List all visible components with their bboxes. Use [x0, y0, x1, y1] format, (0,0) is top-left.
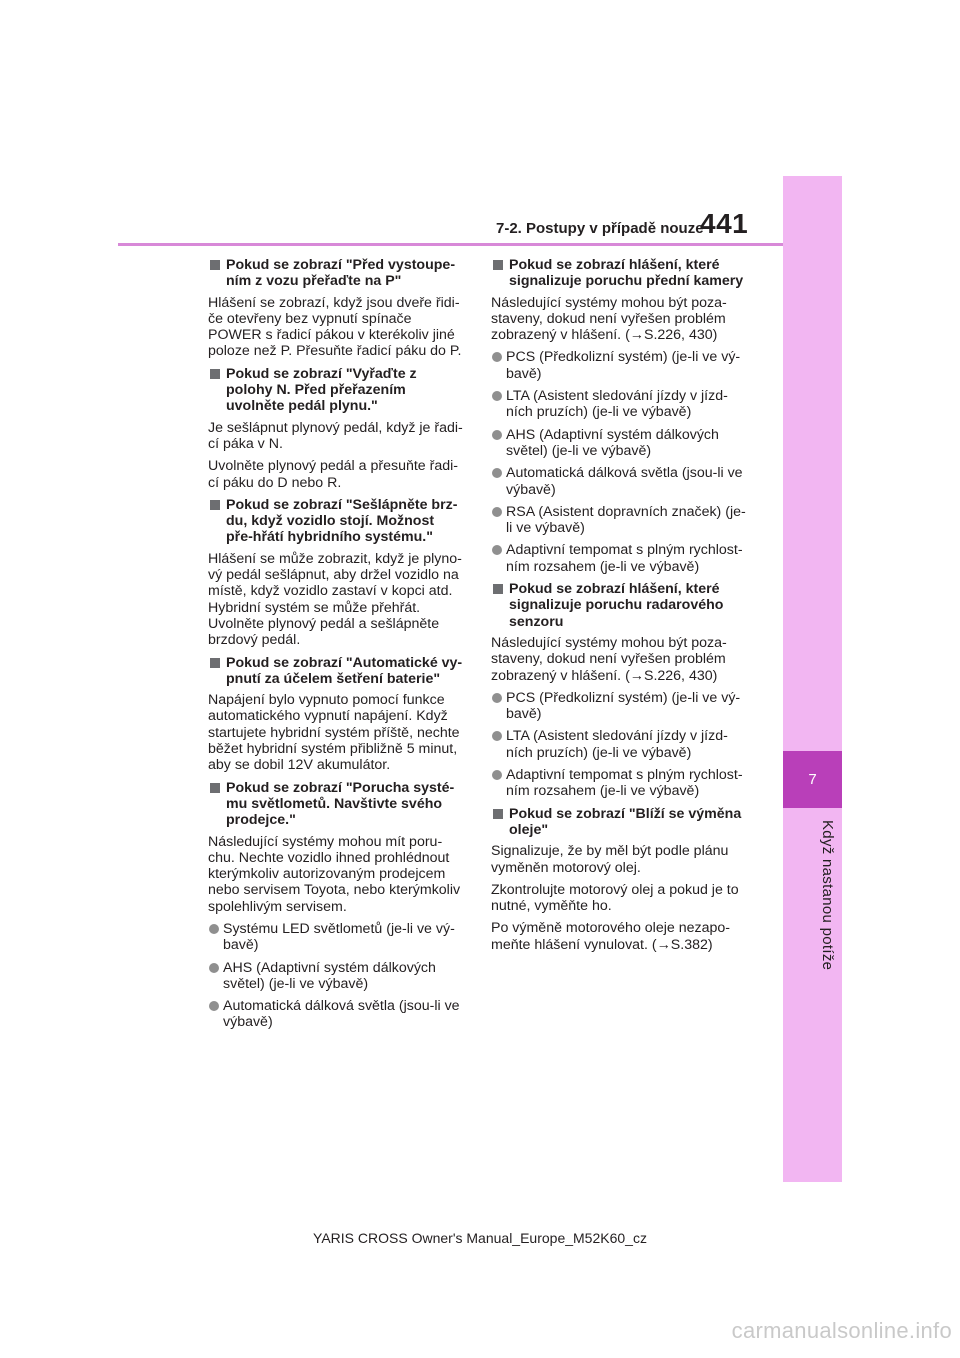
- circle-bullet-icon: [492, 770, 502, 780]
- heading-text: Pokud se zobrazí "Automatické vy-pnutí za účelem šetření baterie": [226, 654, 463, 687]
- paragraph: Po výměně motorového oleje nezapo-meňte hlášení vynulovat. (→S.382): [491, 920, 730, 953]
- bullet-item: [491, 427, 747, 460]
- circle-bullet-icon: [492, 391, 502, 401]
- chapter-side-label: Když nastanou potíže: [819, 820, 836, 971]
- section-heading: [208, 366, 464, 415]
- circle-bullet-icon: [492, 352, 502, 362]
- circle-bullet-icon: [209, 924, 219, 934]
- paragraph: Následující systémy mohou být poza-staveny, dokud není vyřešen problém zobrazený v hlášení. (→S.226, 430): [491, 634, 727, 684]
- circle-bullet-icon: [209, 1001, 219, 1011]
- left-column: [208, 257, 464, 1037]
- circle-bullet-icon: [492, 468, 502, 478]
- bullet-text: Automatická dálková světla (jsou-li ve výbavě): [223, 998, 460, 1031]
- square-bullet-icon: [210, 783, 220, 793]
- bullet-text: LTA (Asistent sledování jízdy v jízd-ních pruzích) (je-li ve výbavě): [506, 388, 728, 421]
- bullet-item: [208, 960, 464, 993]
- bullet-text: Adaptivní tempomat s plným rychlost-ním rozsahem (je-li ve výbavě): [506, 767, 743, 800]
- bullet-item: [208, 921, 464, 954]
- footer-text: YARIS CROSS Owner's Manual_Europe_M52K60_cz: [313, 1230, 647, 1246]
- paragraph: Napájení bylo vypnuto pomocí funkce automatického vypnutí napájení. Když startujete hybridní systém příště, nechte běžet hybridní systém přibližně 5 minut, aby se dobil 12V akumulátor.: [208, 692, 460, 774]
- section-heading: [491, 257, 747, 290]
- bullet-item: [208, 998, 464, 1031]
- bullet-item: [491, 690, 747, 723]
- section-heading: [491, 581, 747, 630]
- circle-bullet-icon: [492, 693, 502, 703]
- circle-bullet-icon: [209, 963, 219, 973]
- square-bullet-icon: [493, 260, 503, 270]
- paragraph: Uvolněte plynový pedál a přesuňte řadi-cí páku do D nebo R.: [208, 458, 459, 491]
- circle-bullet-icon: [492, 430, 502, 440]
- paragraph: Hlášení se zobrazí, když jsou dveře řidi-če otevřeny bez vypnutí spínače POWER s řadicí pákou v kterékoliv jiné poloze než P. Přesuňte řadicí páku do P.: [208, 294, 462, 360]
- heading-text: Pokud se zobrazí "Blíží se výměna oleje": [509, 805, 742, 838]
- bullet-item: [491, 504, 747, 537]
- heading-text: Pokud se zobrazí "Před vystoupe-ním z vozu přeřaďte na P": [226, 257, 456, 290]
- bullet-text: Adaptivní tempomat s plným rychlost-ním rozsahem (je-li ve výbavě): [506, 542, 743, 575]
- bullet-text: AHS (Adaptivní systém dálkových světel) (je-li ve výbavě): [223, 959, 436, 992]
- heading-text: Pokud se zobrazí "Sešlápněte brz-du, když vozidlo stojí. Možnost pře-hřátí hybridního systému.": [226, 496, 458, 546]
- heading-text: Pokud se zobrazí hlášení, které signalizuje poruchu přední kamery: [509, 257, 744, 290]
- circle-bullet-icon: [492, 507, 502, 517]
- square-bullet-icon: [493, 809, 503, 819]
- chapter-number: 7: [808, 771, 817, 788]
- square-bullet-icon: [493, 584, 503, 594]
- bullet-text: Systému LED světlometů (je-li ve vý-bavě): [223, 920, 455, 954]
- section-heading: [208, 257, 464, 290]
- bullet-text: RSA (Asistent dopravních značek) (je-li ve výbavě): [506, 503, 746, 537]
- heading-text: Pokud se zobrazí "Porucha systé-mu světlometů. Navštivte svého prodejce.": [226, 779, 455, 829]
- circle-bullet-icon: [492, 545, 502, 555]
- bullet-text: AHS (Adaptivní systém dálkových světel) (je-li ve výbavě): [506, 426, 719, 459]
- bullet-text: LTA (Asistent sledování jízdy v jízd-ních pruzích) (je-li ve výbavě): [506, 728, 728, 761]
- square-bullet-icon: [210, 658, 220, 668]
- section-heading: [208, 780, 464, 829]
- circle-bullet-icon: [492, 731, 502, 741]
- section-heading: [208, 497, 464, 546]
- heading-text: Pokud se zobrazí "Vyřaďte z polohy N. Před přeřazením uvolněte pedál plynu.": [226, 365, 417, 415]
- paragraph: Zkontrolujte motorový olej a pokud je to nutné, vyměňte ho.: [491, 881, 739, 915]
- section-heading: [208, 655, 464, 688]
- paragraph: Je sešlápnut plynový pedál, když je řadi-cí páka v N.: [208, 419, 463, 452]
- heading-text: Pokud se zobrazí hlášení, které signalizuje poruchu radarového senzoru: [509, 581, 724, 630]
- watermark-text: carmanualsonline.info: [731, 1318, 952, 1343]
- paragraph: Hlášení se může zobrazit, když je plyno-vý pedál sešlápnut, aby držel vozidlo na místě, když vozidlo zastaví v kopci atd. Hybridní systém se může přehřát. Uvolněte plynový pedál a sešlápněte brzdový pedál.: [208, 550, 462, 649]
- chapter-side-tab: [783, 176, 842, 1182]
- paragraph: Následující systémy mohou mít poru-chu. Nechte vozidlo ihned prohlédnout kterýmkoliv autorizovaným prodejcem nebo servisem Toyota, nebo kterýmkoliv spolehlivým servisem.: [208, 833, 461, 915]
- chapter-number-box: [783, 751, 842, 808]
- bullet-item: [491, 542, 747, 575]
- bullet-item: [491, 349, 747, 382]
- bullet-item: [491, 767, 747, 800]
- bullet-text: PCS (Předkolizní systém) (je-li ve vý-bavě): [506, 349, 741, 382]
- page-number: 441: [700, 208, 749, 239]
- section-heading: [491, 806, 747, 839]
- square-bullet-icon: [210, 260, 220, 270]
- bullet-item: [491, 465, 747, 498]
- bullet-item: [491, 388, 747, 421]
- bullet-text: PCS (Předkolizní systém) (je-li ve vý-bavě): [506, 689, 741, 723]
- section-title: 7-2. Postupy v případě nouze: [496, 220, 704, 237]
- paragraph: Signalizuje, že by měl být podle plánu vyměněn motorový olej.: [491, 843, 729, 876]
- square-bullet-icon: [210, 500, 220, 510]
- square-bullet-icon: [210, 369, 220, 379]
- bullet-item: [491, 728, 747, 761]
- header-divider: [118, 243, 783, 246]
- right-column: [491, 257, 747, 959]
- bullet-text: Automatická dálková světla (jsou-li ve výbavě): [506, 465, 743, 498]
- paragraph: Následující systémy mohou být poza-staveny, dokud není vyřešen problém zobrazený v hlášení. (→S.226, 430): [491, 294, 727, 344]
